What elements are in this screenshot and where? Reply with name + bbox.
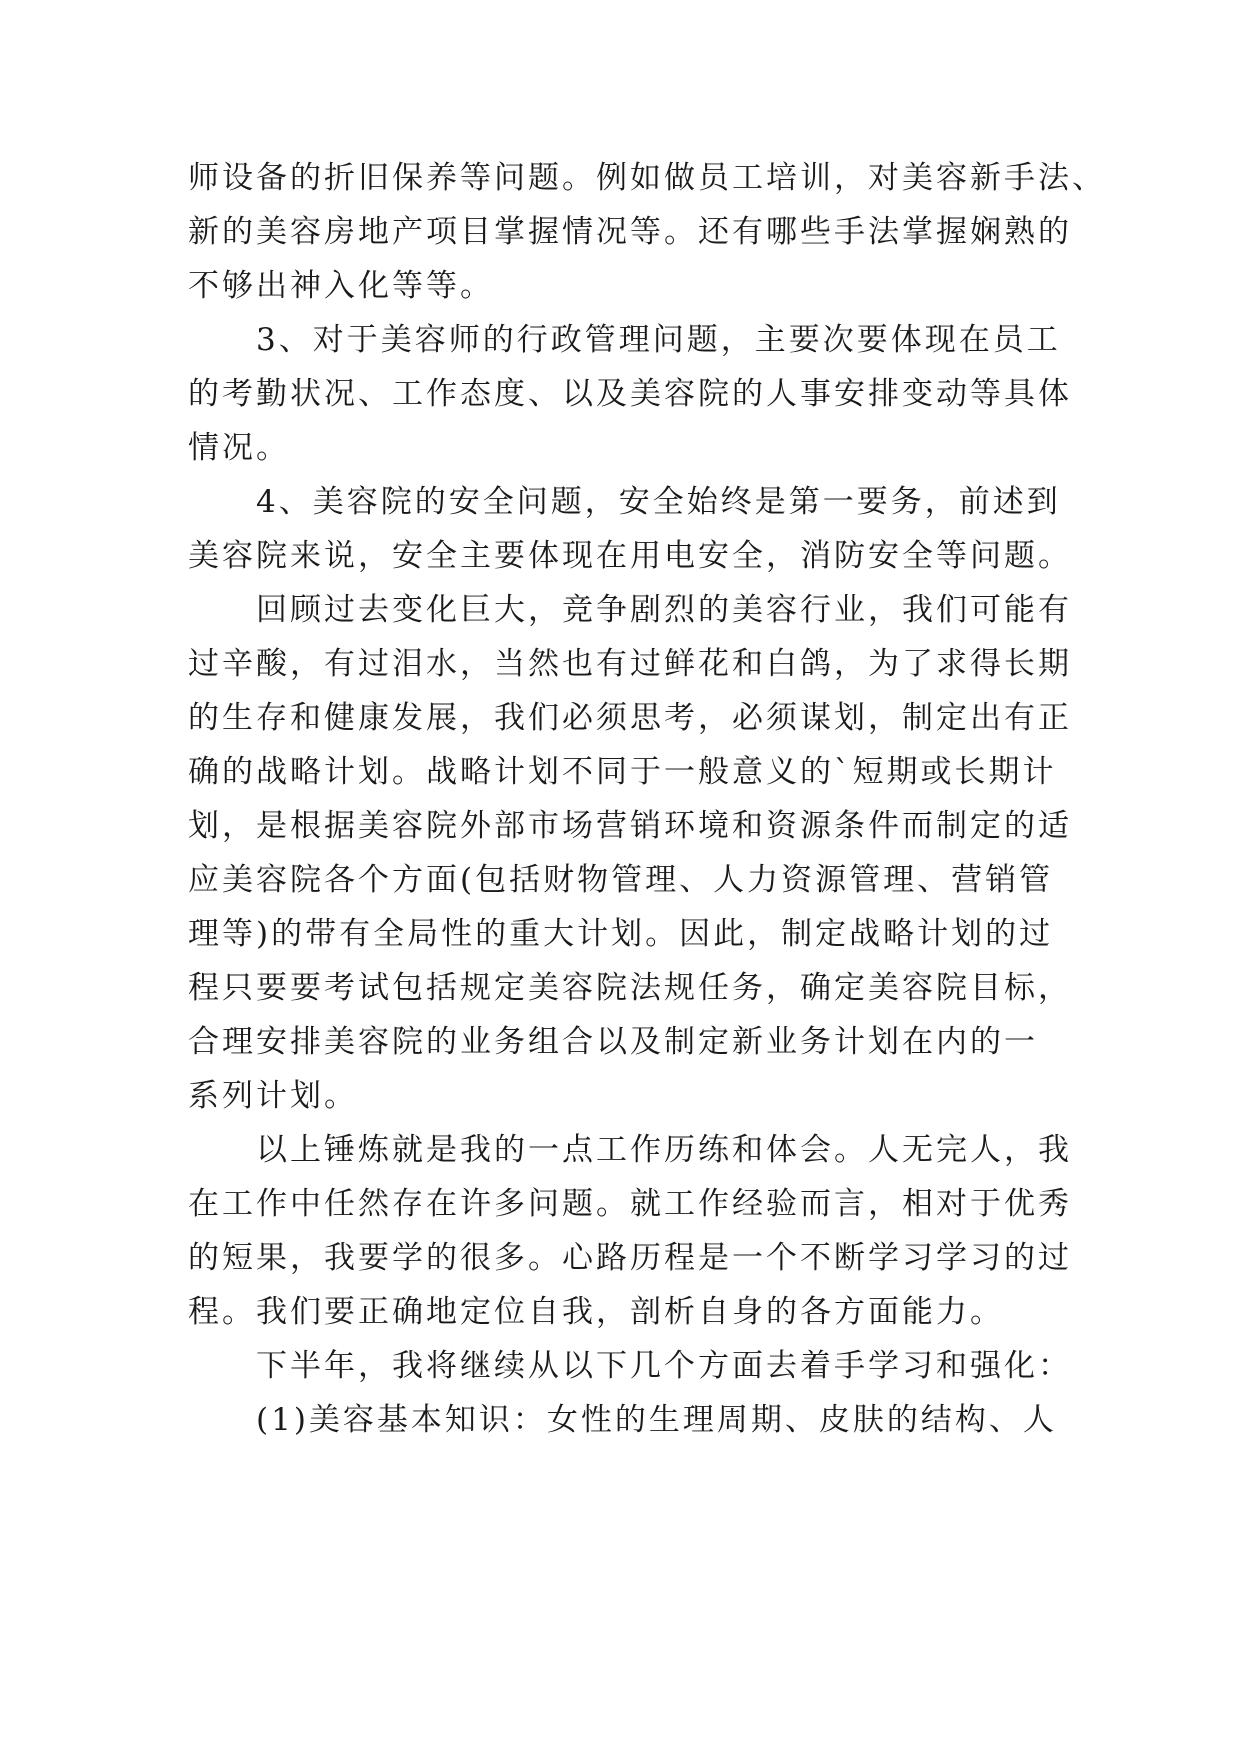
- text-line: 划，是根据美容院外部市场营销环境和资源条件而制定的适: [188, 808, 1072, 844]
- paragraph-start-line: 下半年，我将继续从以下几个方面去着手学习和强化：: [256, 1348, 1072, 1384]
- paragraph-start-line: (1)美容基本知识：女性的生理周期、皮肤的结构、人: [256, 1402, 1057, 1438]
- paragraph-start-line: 以上锤炼就是我的一点工作历练和体会。人无完人，我: [256, 1132, 1072, 1168]
- text-line: 确的战略计划。战略计划不同于一般意义的`短期或长期计: [188, 754, 1057, 790]
- text-line: 的短果，我要学的很多。心路历程是一个不断学习学习的过: [188, 1240, 1072, 1276]
- text-line: 程只要要考试包括规定美容院法规任务，确定美容院目标，: [188, 970, 1072, 1006]
- text-line: 在工作中任然存在许多问题。就工作经验而言，相对于优秀: [188, 1186, 1072, 1222]
- text-line: 过辛酸，有过泪水，当然也有过鲜花和白鸽，为了求得长期: [188, 646, 1072, 682]
- text-line: 的生存和健康发展，我们必须思考，必须谋划，制定出有正: [188, 700, 1072, 736]
- paragraph-start-line: 3、对于美容师的行政管理问题，主要次要体现在员工: [256, 322, 1061, 358]
- text-line: 合理安排美容院的业务组合以及制定新业务计划在内的一: [188, 1024, 1038, 1060]
- text-line: 美容院来说，安全主要体现在用电安全，消防安全等问题。: [188, 538, 1072, 574]
- text-line: 理等)的带有全局性的重大计划。因此，制定战略计划的过: [188, 916, 1054, 952]
- text-line: 程。我们要正确地定位自我，剖析自身的各方面能力。: [188, 1294, 1004, 1330]
- text-line: 新的美容房地产项目掌握情况等。还有哪些手法掌握娴熟的: [188, 214, 1072, 250]
- paragraph-start-line: 回顾过去变化巨大，竞争剧烈的美容行业，我们可能有: [256, 592, 1072, 628]
- paragraph-start-line: 4、美容院的安全问题，安全始终是第一要务，前述到: [256, 484, 1061, 520]
- text-line: 应美容院各个方面(包括财物管理、人力资源管理、营销管: [188, 862, 1054, 898]
- text-line: 师设备的折旧保养等问题。例如做员工培训，对美容新手法、: [188, 160, 1106, 196]
- text-line: 不够出神入化等等。: [188, 268, 494, 304]
- text-line: 系列计划。: [188, 1078, 358, 1114]
- text-line: 情况。: [188, 430, 290, 466]
- text-line: 的考勤状况、工作态度、以及美容院的人事安排变动等具体: [188, 376, 1072, 412]
